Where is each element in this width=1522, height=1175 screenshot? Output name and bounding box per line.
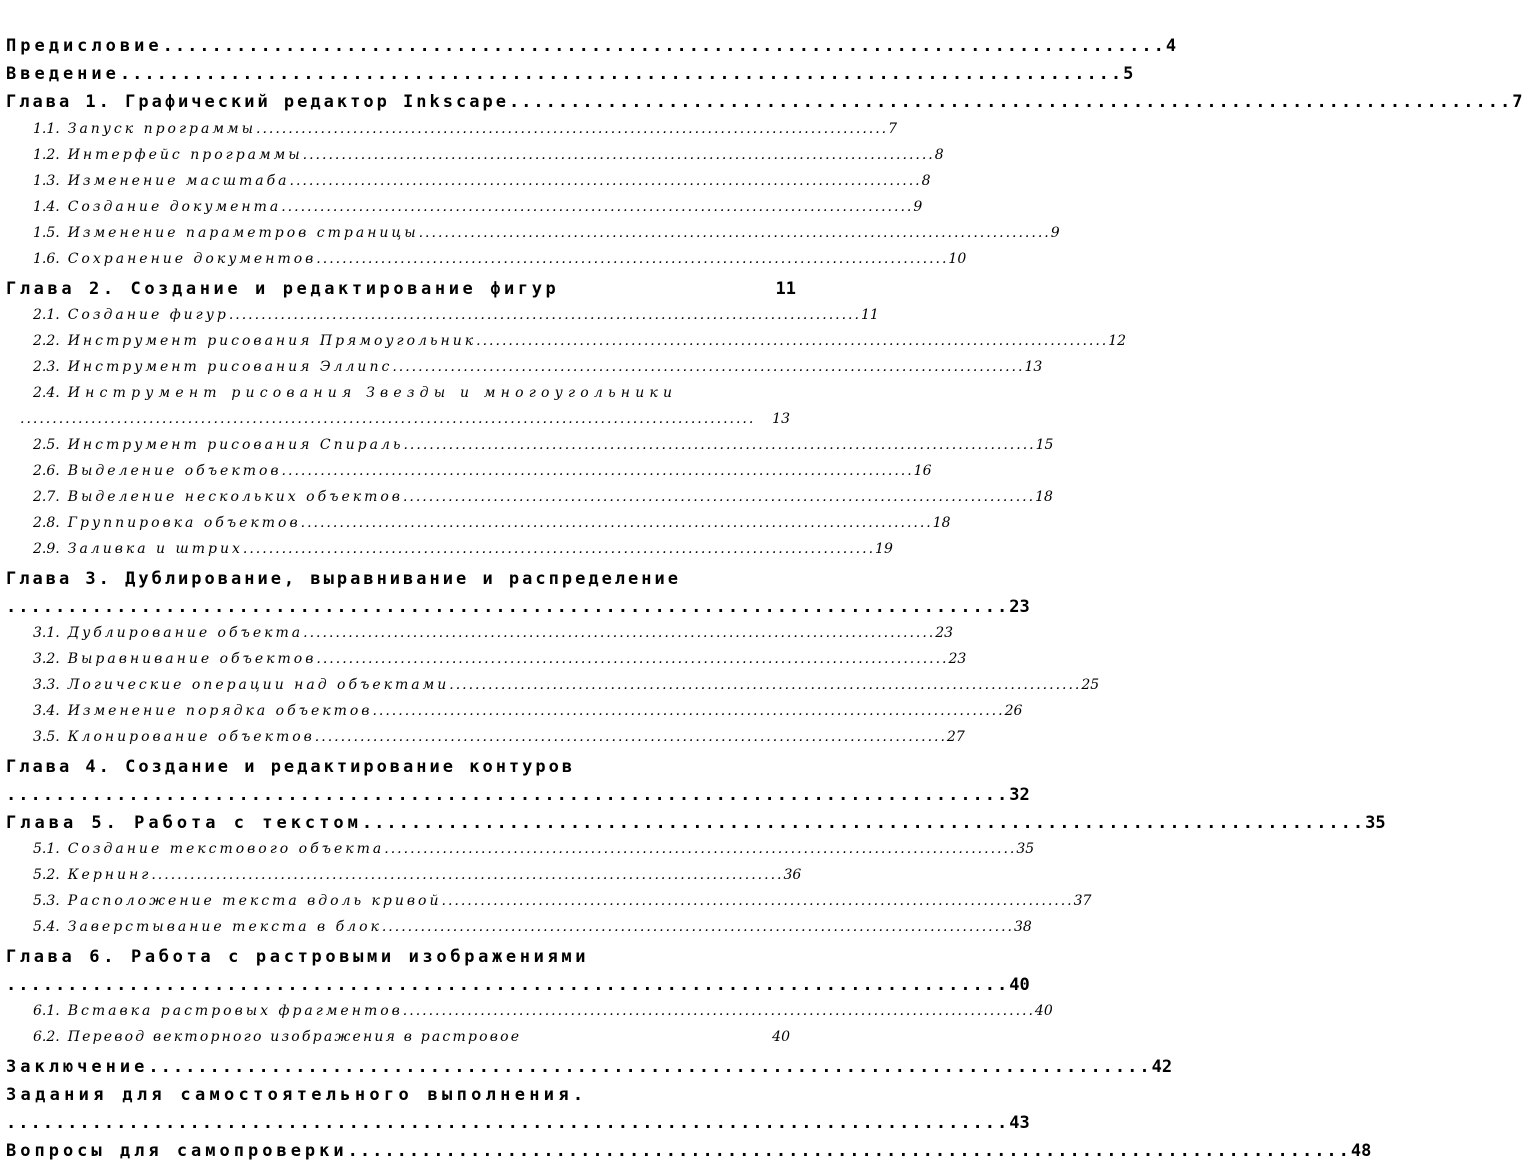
toc-entry-page: 43: [1009, 1113, 1030, 1133]
toc-entry-title: Создание текстового объекта: [67, 841, 385, 857]
toc-entry-page: 42: [1151, 1057, 1173, 1077]
toc-subentry[interactable]: [33, 333, 1127, 349]
toc-entry-number: 2.1.: [33, 307, 60, 323]
toc-entry-page: 48: [1350, 1141, 1372, 1161]
leader-dots: ..................................................................................................: [281, 463, 914, 479]
toc-entry-title: Вставка растровых фрагментов: [67, 1003, 403, 1019]
leader-dots: ..................................................................................................: [281, 199, 914, 215]
leader-dots: ..................................................................................: [148, 1057, 1152, 1077]
leader-dots: ..................................................................................................................: [20, 411, 756, 427]
toc-entry-page: 40: [1034, 1003, 1053, 1019]
toc-entry-title: Группировка объектов: [67, 515, 301, 531]
toc-entry-title: Инструмент рисования Звезды и многоугольники: [67, 385, 678, 401]
toc-entry-page: 8: [921, 173, 931, 189]
toc-entry-title: Изменение порядка объектов: [67, 703, 373, 719]
toc-entry-number: 2.6.: [33, 463, 60, 479]
toc-entry-title: Изменение параметров страницы: [67, 225, 419, 241]
leader-dots: ..................................................................................: [6, 597, 1010, 617]
toc-entry-page: 16: [913, 463, 932, 479]
toc-entry-title: Кернинг: [67, 867, 152, 883]
toc-entry-page: 7: [888, 121, 898, 137]
toc-entry-title: Интерфейс программы: [67, 147, 303, 163]
toc-entry-title: Заключение: [6, 1057, 149, 1077]
toc-entry-number: 5.4.: [33, 919, 60, 935]
leader-dots: ..................................................................................................: [302, 147, 935, 163]
toc-entry-page: 40: [1009, 975, 1030, 995]
toc-entry-title: Глава 1. Графический редактор Inkscape: [6, 92, 509, 112]
leader-dots: ..................................................................................................: [403, 437, 1036, 453]
toc-entry[interactable]: [6, 757, 790, 777]
toc-entry-number: 2.8.: [33, 515, 60, 531]
toc-entry-title: Создание фигур: [67, 307, 229, 323]
toc-subentry[interactable]: [33, 121, 898, 137]
toc-entry[interactable]: [6, 64, 1134, 84]
toc-entry-title: Логические операции над объектами: [67, 677, 450, 693]
toc-subentry[interactable]: [33, 359, 1043, 375]
toc-entry-continuation: [6, 597, 1030, 617]
toc-subentry[interactable]: [33, 651, 967, 667]
leader-dots: ..................................................................................: [508, 92, 1513, 112]
toc-subentry[interactable]: [33, 677, 1100, 693]
leader-dots: ..................................................................................: [6, 1113, 1010, 1133]
toc-entry-page: 18: [1035, 489, 1053, 505]
toc-entry-number: 1.6.: [33, 251, 60, 267]
toc-entry-page: 5: [1123, 64, 1134, 84]
toc-entry-title: Глава 2. Создание и редактирование фигур: [6, 279, 560, 299]
toc-entry-page: 10: [948, 251, 967, 267]
toc-entry-number: 3.5.: [33, 729, 60, 745]
toc-entry-page: 15: [1035, 437, 1054, 453]
toc-entry-number: 2.3.: [33, 359, 60, 375]
toc-entry-continuation: [6, 1113, 1030, 1133]
toc-entry[interactable]: [6, 1057, 1173, 1077]
toc-subentry[interactable]: [33, 251, 967, 267]
toc-entry-continuation: [6, 785, 1030, 805]
toc-entry-number: 6.1.: [33, 1003, 60, 1019]
toc-entry-number: 5.2.: [33, 867, 60, 883]
toc-entry[interactable]: [6, 569, 790, 589]
toc-entry-page: 23: [948, 651, 967, 667]
toc-subentry[interactable]: [33, 893, 1092, 909]
toc-entry-title: Глава 5. Работа с текстом: [6, 813, 362, 833]
toc-entry-page: 7: [1512, 92, 1522, 112]
toc-entry-title: Дублирование объекта: [67, 625, 304, 641]
toc-entry-page: 13: [1024, 359, 1043, 375]
toc-entry-page: 23: [1009, 597, 1030, 617]
toc-entry-page: 8: [934, 147, 944, 163]
toc-entry-page: 27: [946, 729, 965, 745]
leader-dots: ..................................................................................................: [303, 625, 936, 641]
toc-entry[interactable]: [6, 1141, 1372, 1161]
toc-entry-title: Инструмент рисования Эллипс: [67, 359, 393, 375]
toc-entry-title: Заливка и штрих: [67, 541, 243, 557]
toc-entry-title: Изменение масштаба: [67, 173, 290, 189]
toc-entry-number: 1.1.: [33, 121, 60, 137]
leader-dots: ..................................................................................................: [151, 867, 784, 883]
toc-subentry[interactable]: [33, 1029, 790, 1045]
toc-subentry[interactable]: [33, 489, 1053, 505]
toc-entry-page: 11: [860, 307, 879, 323]
toc-entry-page: 26: [1004, 703, 1023, 719]
toc-entry-number: 3.2.: [33, 651, 60, 667]
toc-entry-title: Глава 4. Создание и редактирование контуров: [6, 757, 576, 777]
leader-dots: ..................................................................................................: [300, 515, 933, 531]
leader-dots: ..................................................................................................: [381, 919, 1014, 935]
toc-entry-title: Задания для самостоятельного выполнения.: [6, 1085, 588, 1105]
toc-entry[interactable]: [6, 36, 1177, 56]
toc-entry-title: Предисловие: [6, 36, 163, 56]
toc-entry-page: 9: [913, 199, 923, 215]
leader-dots: ..................................................................................................: [449, 677, 1082, 693]
toc-entry-number: 1.5.: [33, 225, 60, 241]
leader-dots: ..................................................................................: [361, 813, 1366, 833]
leader-dots: ..................................................................................................: [402, 1003, 1035, 1019]
toc-entry-title: Инструмент рисования Прямоугольник: [67, 333, 477, 349]
toc-entry-title: Выделение нескольких объектов: [67, 489, 403, 505]
toc-entry[interactable]: [6, 92, 1522, 112]
leader-dots: ..................................................................................................: [314, 729, 947, 745]
toc-entry-page: 35: [1016, 841, 1035, 857]
toc-entry-title: Выделение объектов: [67, 463, 282, 479]
leader-dots: ..................................................................................: [6, 785, 1010, 805]
toc-subentry[interactable]: [33, 173, 931, 189]
toc-entry-number: 3.1.: [33, 625, 60, 641]
leader-dots: ..................................................................................: [119, 64, 1124, 84]
toc-entry-number: 2.9.: [33, 541, 60, 557]
toc-entry[interactable]: [6, 1085, 802, 1105]
leader-dots: ..................................................................................................: [228, 307, 861, 323]
toc-subentry[interactable]: [33, 199, 923, 215]
leader-dots: ..................................................................................................: [402, 489, 1036, 505]
toc-subentry[interactable]: [33, 437, 1054, 453]
toc-entry-number: 5.3.: [33, 893, 60, 909]
toc-entry-number: 2.2.: [33, 333, 60, 349]
toc-entry-title: Выравнивание объектов: [67, 651, 317, 667]
toc-entry-title: Вопросы для самопроверки: [6, 1141, 348, 1161]
leader-dots: ..................................................................................................: [372, 703, 1005, 719]
toc-entry-page: 19: [875, 541, 893, 557]
toc-entry-page: 38: [1013, 919, 1032, 935]
toc-entry-title: Создание документа: [67, 199, 282, 215]
toc-subentry[interactable]: [33, 541, 893, 557]
toc-entry-title: Инструмент рисования Спираль: [67, 437, 404, 453]
toc-entry-title: Сохранение документов: [67, 251, 317, 267]
leader-dots: ..................................................................................................: [256, 121, 889, 137]
toc-entry-number: 2.4.: [33, 385, 60, 401]
toc-entry-page: 37: [1073, 893, 1092, 909]
toc-entry-continuation: [6, 975, 1030, 995]
leader-dots: ..................................................................................................: [441, 893, 1074, 909]
toc-subentry[interactable]: [33, 625, 954, 641]
toc-entry-page: 40: [772, 1029, 790, 1045]
toc-subentry[interactable]: [33, 515, 951, 531]
toc-entry-number: 3.3.: [33, 677, 60, 693]
leader-dots: ..................................................................................................: [418, 225, 1051, 241]
toc-entry-page: 4: [1165, 36, 1177, 56]
toc-subentry[interactable]: [33, 225, 1060, 241]
toc-entry-page: 9: [1050, 225, 1060, 241]
toc-entry-number: 3.4.: [33, 703, 60, 719]
toc-entry-page: 23: [935, 625, 954, 641]
leader-dots: ..................................................................................: [162, 36, 1166, 56]
toc-entry-number: 6.2.: [33, 1029, 60, 1045]
toc-subentry-continuation: [20, 411, 790, 427]
toc-entry[interactable]: [6, 279, 796, 299]
leader-dots: ..................................................................................................: [316, 651, 949, 667]
toc-entry-title: Заверстывание текста в блок: [67, 919, 382, 935]
toc-entry-title: Глава 6. Работа с растровыми изображениями: [6, 947, 590, 967]
leader-dots: ..................................................................................................: [242, 541, 876, 557]
toc-entry[interactable]: [6, 813, 1386, 833]
toc-entry-page: 13: [772, 411, 790, 427]
toc-subentry[interactable]: [33, 1003, 1053, 1019]
toc-entry-page: 25: [1081, 677, 1100, 693]
leader-dots: ..................................................................................................: [476, 333, 1109, 349]
toc-entry-title: Расположение текста вдоль кривой: [67, 893, 442, 909]
toc-subentry[interactable]: [33, 463, 932, 479]
toc-subentry[interactable]: [33, 307, 879, 323]
toc-subentry[interactable]: [33, 867, 802, 883]
toc-subentry[interactable]: [33, 385, 813, 401]
toc-subentry[interactable]: [33, 841, 1035, 857]
toc-entry-number: 1.3.: [33, 173, 60, 189]
toc-subentry[interactable]: [33, 147, 944, 163]
toc-entry-page: 11: [775, 279, 796, 299]
toc-entry-page: 32: [1009, 785, 1030, 805]
leader-dots: ..................................................................................................: [289, 173, 922, 189]
toc-entry-number: 1.4.: [33, 199, 60, 215]
toc-entry-number: 1.2.: [33, 147, 60, 163]
toc-entry-title: Глава 3. Дублирование, выравнивание и распределение: [6, 569, 681, 589]
toc-entry-title: Запуск программы: [67, 121, 256, 137]
toc-entry-number: 2.7.: [33, 489, 60, 505]
toc-entry-page: 12: [1108, 333, 1127, 349]
toc-entry-page: 18: [932, 515, 951, 531]
toc-entry-page: 35: [1365, 813, 1386, 833]
toc-entry-title: Введение: [6, 64, 120, 84]
toc-subentry[interactable]: [33, 703, 1023, 719]
leader-dots: ..................................................................................................: [392, 359, 1025, 375]
toc-subentry[interactable]: [33, 919, 1032, 935]
toc-entry-page: 36: [783, 867, 802, 883]
leader-dots: ..................................................................................: [6, 975, 1010, 995]
toc-subentry[interactable]: [33, 729, 965, 745]
toc-entry[interactable]: [6, 947, 802, 967]
toc-entry-title: Клонирование объектов: [67, 729, 315, 745]
toc-entry-number: 2.5.: [33, 437, 60, 453]
leader-dots: ..................................................................................................: [384, 841, 1017, 857]
toc-entry-title: Перевод векторного изображения в растровое: [67, 1029, 522, 1045]
leader-dots: ..................................................................................: [347, 1141, 1351, 1161]
toc-entry-number: 5.1.: [33, 841, 60, 857]
leader-dots: ..................................................................................................: [316, 251, 949, 267]
